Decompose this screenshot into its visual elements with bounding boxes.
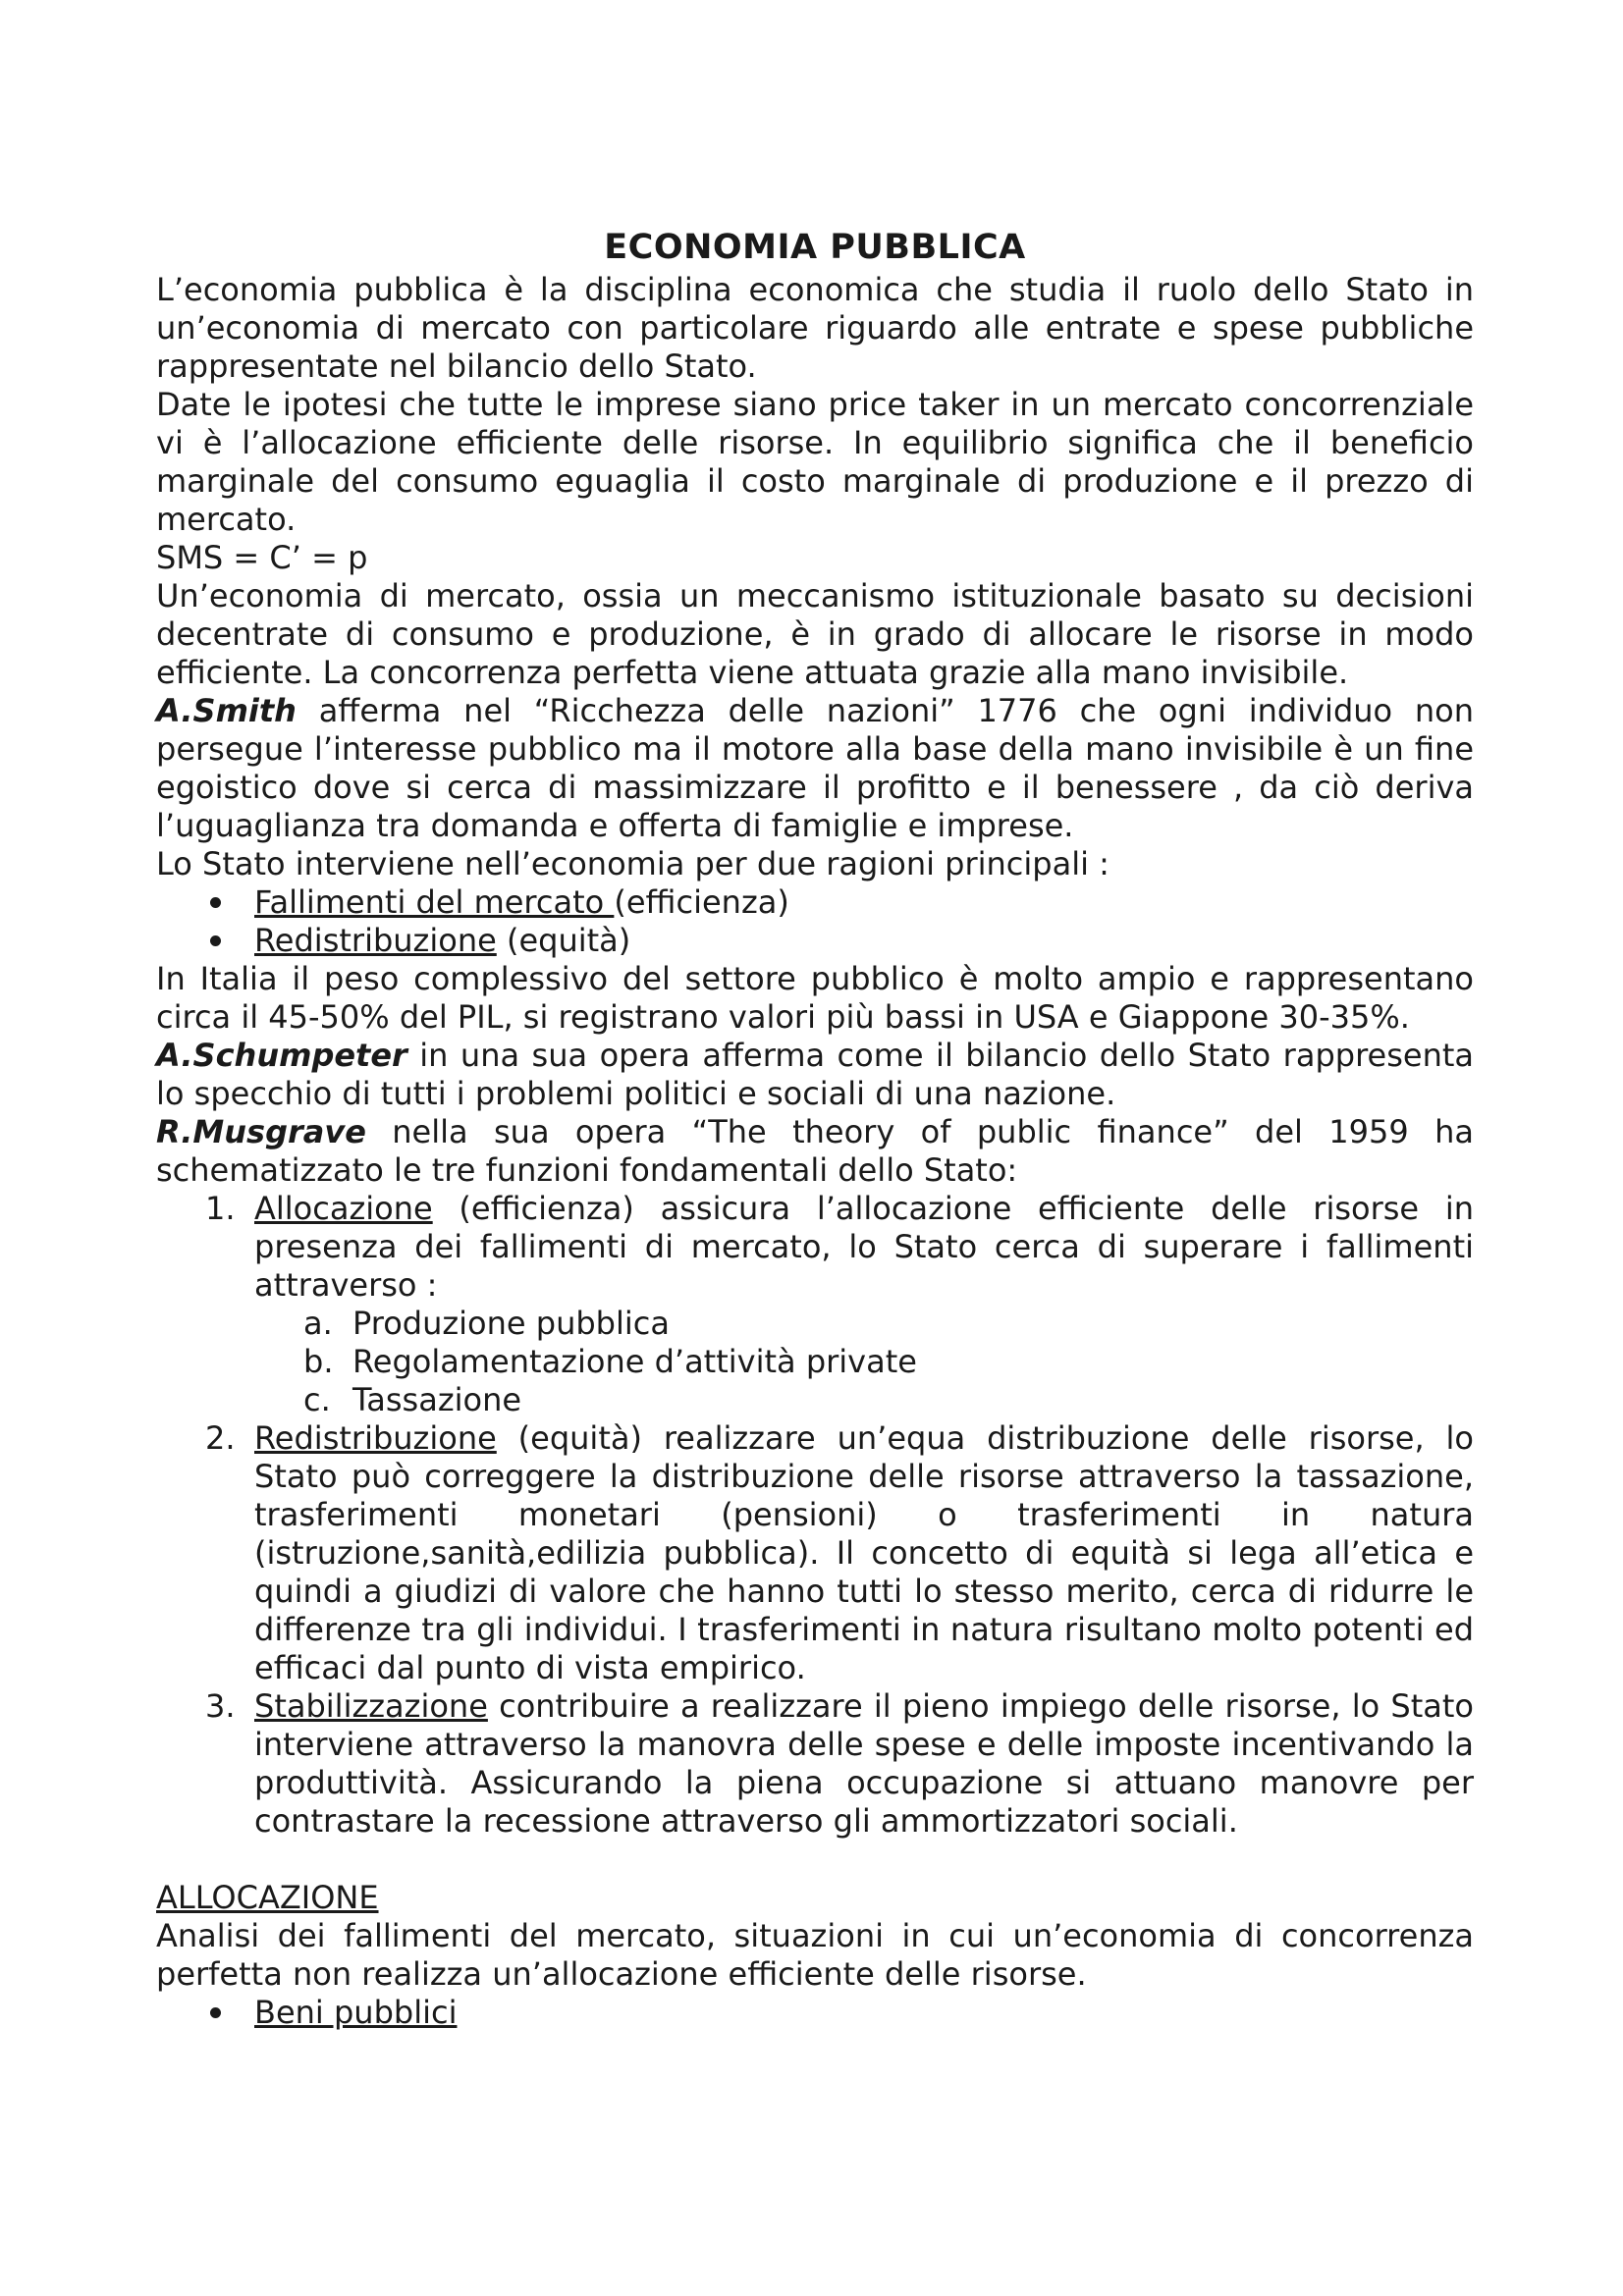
market-failures-paragraph: Analisi dei fallimenti del mercato, situazioni in cui un’economia di concorrenza perfetta non realizza un’allocazione efficiente delle risorse. bbox=[156, 1917, 1474, 1993]
price-taker-paragraph: Date le ipotesi che tutte le imprese siano price taker in un mercato concorrenziale vi è l’allocazione efficiente delle risorse. In equilibrio significa che il beneficio marginale del consumo eguaglia il costo marginale di produzione e il prezzo di mercato. bbox=[156, 386, 1474, 538]
intro-paragraph: L’economia pubblica è la disciplina economica che studia il ruolo dello Stato in un’economia di mercato con particolare riguardo alle entrate e spese pubbliche rappresentate nel bilancio dello Stato. bbox=[156, 271, 1474, 385]
list-item bbox=[156, 922, 1474, 960]
public-goods-label: Beni pubblici bbox=[254, 1994, 458, 2031]
sub-letter: c. bbox=[303, 1381, 331, 1418]
sub-text: Produzione pubblica bbox=[352, 1305, 670, 1342]
function-label: Stabilizzazione bbox=[254, 1687, 488, 1725]
intervention-paragraph: Lo Stato interviene nell’economia per due ragioni principali : bbox=[156, 845, 1109, 882]
spacer bbox=[156, 1841, 1474, 1879]
document-title: ECONOMIA PUBBLICA bbox=[604, 228, 1026, 267]
allocation-tools-list bbox=[254, 1305, 1474, 1419]
function-text: (equità) realizzare un’equa distribuzione delle risorse, lo Stato può correggere la distribuzione delle risorse attraverso la tassazione, trasferimenti monetari (pensioni) o trasferimenti in natura (istruzione,sanità,edilizia pubblica). Il concetto di equità si lega all’etica e quindi a giudizi di valore che hanno tutti lo stesso merito, cerca di ridurre le differenze tra gli individui. I trasferimenti in natura risultano molto potenti ed efficaci dal punto di vista empirico. bbox=[254, 1419, 1474, 1686]
function-text: (efficienza) assicura l’allocazione efficiente delle risorse in presenza dei fallimenti di mercato, lo Stato cerca di superare i fallimenti attraverso : bbox=[254, 1190, 1474, 1304]
sub-letter: b. bbox=[303, 1343, 334, 1380]
schumpeter-text: in una sua opera afferma come il bilancio dello Stato rappresenta lo specchio di tutti i problemi politici e sociali di una nazione. bbox=[156, 1037, 1474, 1112]
function-item bbox=[156, 1190, 1474, 1419]
musgrave-paragraph bbox=[156, 1113, 1474, 1190]
function-number: 3. bbox=[205, 1687, 236, 1725]
list-item bbox=[156, 883, 1474, 922]
author-schumpeter: A.Schumpeter bbox=[156, 1037, 407, 1074]
author-musgrave: R.Musgrave bbox=[156, 1113, 366, 1150]
smith-text: afferma nel “Ricchezza delle nazioni” 1776 che ogni individuo non persegue l’interesse pubblico ma il motore alla base della mano invisibile è un fine egoistico dove si cerca di massimizzare il profitto e il benessere , da ciò deriva l’uguaglianza tra domanda e offerta di famiglie e imprese. bbox=[156, 692, 1474, 844]
function-number: 2. bbox=[205, 1419, 236, 1457]
function-item bbox=[156, 1687, 1474, 1841]
reason-note: (equità) bbox=[496, 922, 631, 959]
italy-paragraph: In Italia il peso complessivo del settore pubblico è molto ampio e rappresentano circa il 45-50% del PIL, si registrano valori più bassi in USA e Giappone 30-35%. bbox=[156, 960, 1474, 1036]
formula-line: SMS = C’ = p bbox=[156, 539, 368, 576]
document-page bbox=[156, 224, 1474, 2032]
sub-letter: a. bbox=[303, 1305, 333, 1342]
sub-text: Tassazione bbox=[352, 1381, 522, 1418]
reason-label: Redistribuzione bbox=[254, 922, 497, 959]
reasons-list bbox=[156, 883, 1474, 960]
musgrave-text: nella sua opera “The theory of public finance” del 1959 ha schematizzato le tre funzioni fondamentali dello Stato: bbox=[156, 1113, 1474, 1189]
sub-text: Regolamentazione d’attività private bbox=[352, 1343, 917, 1380]
function-text: contribuire a realizzare il pieno impiego delle risorse, lo Stato interviene attraverso la manovra delle spese e delle imposte incentivando la produttività. Assicurando la piena occupazione si attuano manovre per contrastare la recessione attraverso gli ammortizzatori sociali. bbox=[254, 1687, 1474, 1840]
sub-list-item bbox=[254, 1381, 1474, 1419]
sub-list-item bbox=[254, 1305, 1474, 1343]
section-heading-allocazione: ALLOCAZIONE bbox=[156, 1879, 379, 1916]
function-number: 1. bbox=[205, 1190, 236, 1227]
schumpeter-paragraph bbox=[156, 1037, 1474, 1113]
smith-paragraph bbox=[156, 692, 1474, 845]
functions-list bbox=[156, 1190, 1474, 1841]
function-label: Redistribuzione bbox=[254, 1419, 497, 1457]
author-smith: A.Smith bbox=[156, 692, 297, 729]
list-item bbox=[156, 1994, 1474, 2032]
market-economy-paragraph: Un’economia di mercato, ossia un meccanismo istituzionale basato su decisioni decentrate di consumo e produzione, è in grado di allocare le risorse in modo efficiente. La concorrenza perfetta viene attuata grazie alla mano invisibile. bbox=[156, 577, 1474, 691]
function-label: Allocazione bbox=[254, 1190, 433, 1227]
sub-list-item bbox=[254, 1343, 1474, 1381]
function-item bbox=[156, 1419, 1474, 1687]
public-goods-list bbox=[156, 1994, 1474, 2032]
reason-label: Fallimenti del mercato bbox=[254, 883, 615, 921]
reason-note: (efficienza) bbox=[614, 883, 789, 921]
